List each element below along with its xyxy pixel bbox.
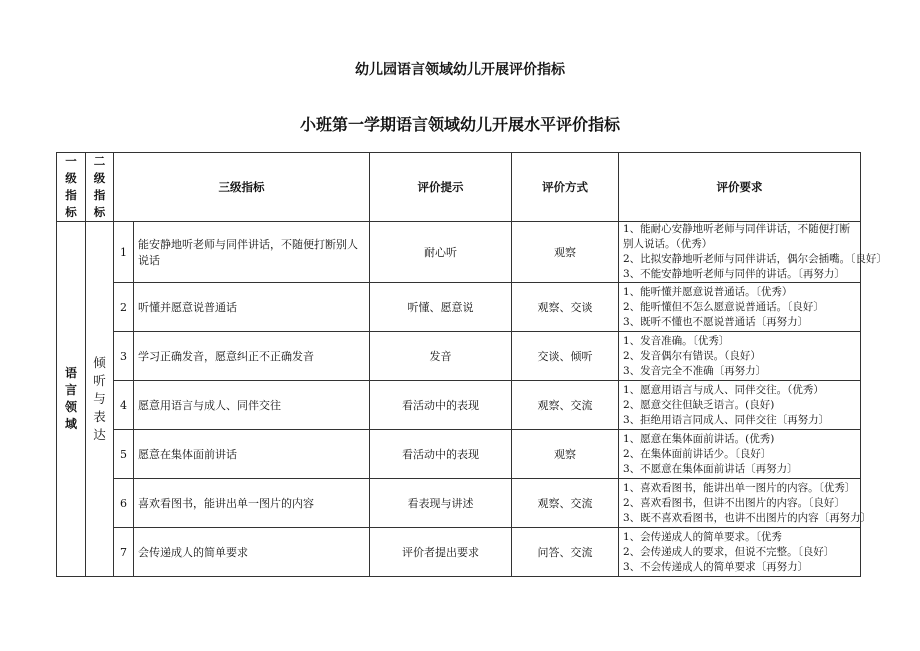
hint-cell: 看活动中的表现 — [370, 381, 512, 430]
method-cell: 观察、交流 — [512, 381, 619, 430]
table-row — [57, 332, 861, 381]
hint-cell: 耐心听 — [370, 222, 512, 283]
method-cell: 交谈、倾听 — [512, 332, 619, 381]
row-number: 4 — [114, 381, 134, 430]
requirement-cell: 1、愿意在集体面前讲话。(优秀) 2、在集体面前讲话少。〔良好〕 3、不愿意在集体面前讲话〔再努力〕 — [619, 430, 861, 479]
indicator-cell: 听懂并愿意说普通话 — [134, 283, 370, 332]
method-cell: 观察、交谈 — [512, 283, 619, 332]
hint-cell: 听懂、愿意说 — [370, 283, 512, 332]
evaluation-table — [56, 152, 887, 577]
row-number: 1 — [114, 222, 134, 283]
method-cell: 观察 — [512, 222, 619, 283]
table-row — [57, 430, 861, 479]
requirement-cell: 1、会传递成人的简单要求。〔优秀 2、会传递成人的要求，但说不完整。〔良好〕 3、不会传递成人的简单要求〔再努力〕 — [619, 528, 861, 577]
header-level3: 三级指标 — [114, 153, 370, 222]
requirement-cell: 1、愿意用语言与成人、同伴交往。（优秀） 2、愿意交往但缺乏语言。(良好) 3、拒绝用语言同成人、同伴交往〔再努力〕 — [619, 381, 861, 430]
row-number: 2 — [114, 283, 134, 332]
level1-cell: 语 言 领 域 — [57, 222, 86, 577]
table-row — [57, 528, 861, 577]
header-method: 评价方式 — [512, 153, 619, 222]
hint-cell: 发音 — [370, 332, 512, 381]
table-row — [57, 479, 861, 528]
header-hint: 评价提示 — [370, 153, 512, 222]
table-header-row — [57, 153, 861, 222]
indicator-cell: 能安静地听老师与同伴讲话，不随便打断别人说话 — [134, 222, 370, 283]
requirement-cell: 1、喜欢看图书，能讲出单一图片的内容。〔优秀〕 2、喜欢看图书，但讲不出图片的内容。〔良好〕 3、既不喜欢看图书，也讲不出图片的内容〔再努力〕 — [619, 479, 861, 528]
table-row — [57, 222, 861, 283]
indicator-cell: 愿意在集体面前讲话 — [134, 430, 370, 479]
table-row — [57, 283, 861, 332]
document-title: 幼儿园语言领域幼儿开展评价指标 — [355, 62, 565, 78]
requirement-cell: 1、能耐心安静地听老师与同伴讲话，不随便打断别人说话。（优秀） 2、比拟安静地听老师与同伴讲话，偶尔会插嘴。〔良好〕 3、不能安静地听老师与同伴的讲话。〔再努力〕 — [619, 222, 861, 283]
requirement-cell: 1、发音准确。〔优秀〕 2、发音偶尔有错误。（良好） 3、发音完全不准确〔再努力〕 — [619, 332, 861, 381]
requirement-cell: 1、能听懂并愿意说普通话。〔优秀） 2、能听懂但不怎么愿意说普通话。〔良好〕 3、既听不懂也不愿说普通话〔再努力〕 — [619, 283, 861, 332]
indicator-cell: 愿意用语言与成人、同伴交往 — [134, 381, 370, 430]
indicator-cell: 学习正确发音，愿意纠正不正确发音 — [134, 332, 370, 381]
method-cell: 问答、交流 — [512, 528, 619, 577]
row-number: 5 — [114, 430, 134, 479]
method-cell: 观察、交流 — [512, 479, 619, 528]
indicator-cell: 喜欢看图书，能讲出单一图片的内容 — [134, 479, 370, 528]
header-level1: 一 级 指 标 — [57, 153, 86, 222]
header-requirement: 评价要求 — [619, 153, 861, 222]
table-title: 小班第一学期语言领域幼儿开展水平评价指标 — [299, 115, 620, 134]
header-level2: 二 级 指 标 — [86, 153, 114, 222]
row-number: 7 — [114, 528, 134, 577]
level2-cell: 倾 听 与 表 达 — [86, 222, 114, 577]
indicator-cell: 会传递成人的简单要求 — [134, 528, 370, 577]
row-number: 3 — [114, 332, 134, 381]
table-row — [57, 381, 861, 430]
hint-cell: 看表现与讲述 — [370, 479, 512, 528]
hint-cell: 评价者提出要求 — [370, 528, 512, 577]
method-cell: 观察 — [512, 430, 619, 479]
hint-cell: 看活动中的表现 — [370, 430, 512, 479]
row-number: 6 — [114, 479, 134, 528]
